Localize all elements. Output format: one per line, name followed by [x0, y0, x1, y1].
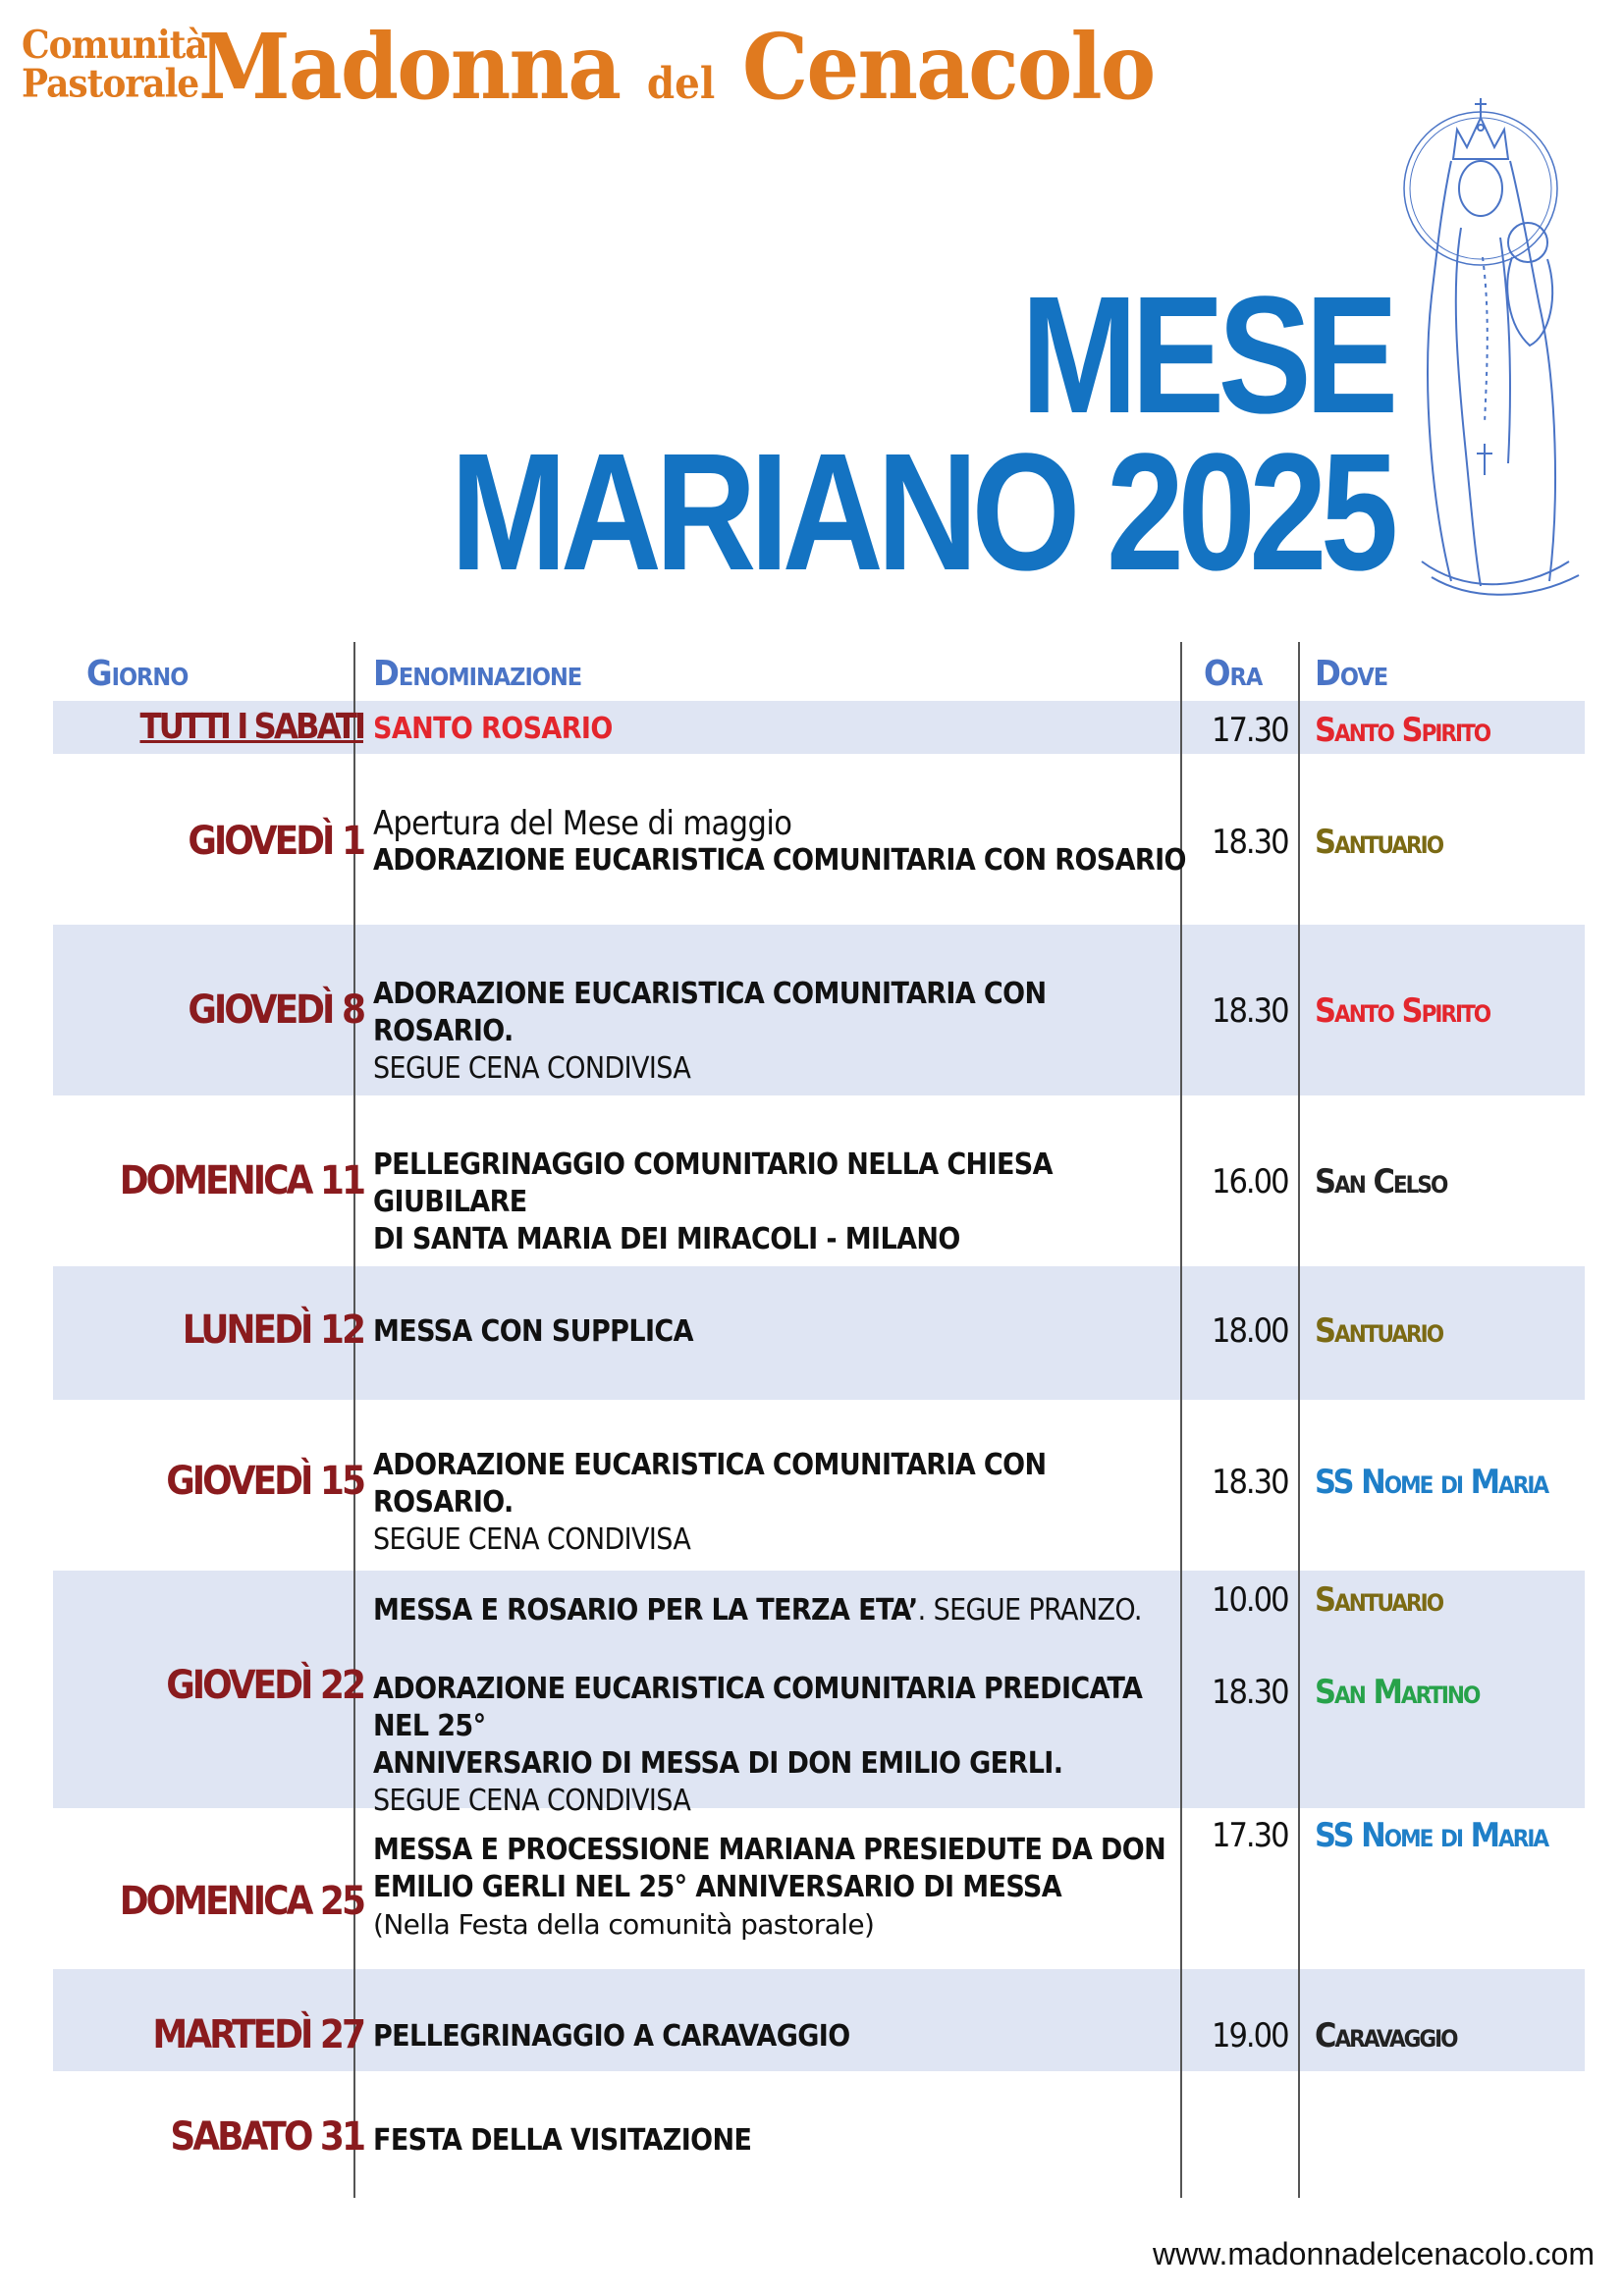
row-time: 18.30	[1212, 823, 1288, 862]
row-time: 18.30	[1212, 1673, 1288, 1712]
row-time: 19.00	[1212, 2016, 1288, 2056]
schedule-table	[53, 642, 1585, 2193]
website-link[interactable]: www.madonnadelcenacolo.com	[1152, 2236, 1595, 2271]
page-title	[271, 262, 1392, 606]
row-place: SS Nome di Maria	[1315, 1463, 1548, 1502]
row-day: TUTTI I SABATI	[139, 707, 363, 747]
row-description: ADORAZIONE EUCARISTICA COMUNITARIA PREDICATA NEL 25° ANNIVERSARIO DI MESSA DI DON EMILIO GERLI. SEGUE CENA CONDIVISA	[373, 1672, 1143, 1818]
column-divider	[1298, 642, 1300, 2198]
row-description: SANTO ROSARIO	[373, 712, 613, 746]
logo-parish-name: Madonna del Cenacolo	[198, 14, 1155, 120]
row-day: LUNEDÌ 12	[182, 1308, 363, 1353]
row-place: Santuario	[1315, 823, 1443, 862]
row-time: 10.00	[1212, 1580, 1288, 1620]
column-divider	[353, 642, 355, 2198]
row-time: 18.00	[1212, 1311, 1288, 1351]
row-day: MARTEDÌ 27	[152, 2012, 363, 2057]
row-day: GIOVEDÌ 15	[166, 1459, 363, 1504]
row-time: 17.30	[1212, 1816, 1288, 1855]
row-place: SS Nome di Maria	[1315, 1816, 1548, 1855]
row-place: Santuario	[1315, 1580, 1443, 1620]
row-description: MESSA E PROCESSIONE MARIANA PRESIEDUTE DA DON EMILIO GERLI NEL 25° ANNIVERSARIO DI MESSA (Nella Festa della comunità pastorale)	[373, 1833, 1166, 1941]
row-day: GIOVEDÌ 22	[166, 1663, 363, 1708]
row-time: 18.30	[1212, 1463, 1288, 1502]
row-description: ADORAZIONE EUCARISTICA COMUNITARIA CON ROSARIO. SEGUE CENA CONDIVISA	[373, 1448, 1047, 1557]
logo-community-label: Comunità Pastorale	[22, 22, 207, 107]
row-description: PELLEGRINAGGIO COMUNITARIO NELLA CHIESA GIUBILARE DI SANTA MARIA DEI MIRACOLI - MILANO	[373, 1148, 1053, 1256]
row-place: Caravaggio	[1315, 2016, 1457, 2056]
row-time: 17.30	[1212, 711, 1288, 750]
madonna-illustration	[1392, 90, 1589, 601]
row-place: San Martino	[1315, 1673, 1480, 1712]
row-time: 16.00	[1212, 1162, 1288, 1201]
row-day: DOMENICA 25	[119, 1879, 363, 1924]
title-line-2: MARIANO 2025	[451, 419, 1392, 606]
row-place: San Celso	[1315, 1162, 1447, 1201]
column-header-day: Giorno	[86, 654, 189, 694]
row-time: 18.30	[1212, 991, 1288, 1031]
column-header-description: Denominazione	[373, 654, 582, 694]
column-header-time: Ora	[1204, 654, 1263, 694]
row-place: Santuario	[1315, 1311, 1443, 1351]
row-description: Apertura del Mese di maggio ADORAZIONE EUCARISTICA COMUNITARIA CON ROSARIO	[373, 804, 1186, 878]
row-description: MESSA E ROSARIO PER LA TERZA ETA’. SEGUE PRANZO.	[373, 1593, 1142, 1628]
row-description: PELLEGRINAGGIO A CARAVAGGIO	[373, 2019, 850, 2054]
row-day: DOMENICA 11	[119, 1158, 363, 1203]
column-header-place: Dove	[1315, 654, 1388, 694]
row-description: ADORAZIONE EUCARISTICA COMUNITARIA CON ROSARIO. SEGUE CENA CONDIVISA	[373, 977, 1047, 1086]
row-day: GIOVEDÌ 8	[188, 988, 363, 1033]
row-day: SABATO 31	[170, 2114, 363, 2160]
row-description: FESTA DELLA VISITAZIONE	[373, 2123, 752, 2158]
row-place: Santo Spirito	[1315, 991, 1490, 1031]
row-day: GIOVEDÌ 1	[188, 819, 363, 864]
row-place: Santo Spirito	[1315, 711, 1490, 750]
row-description: MESSA CON SUPPLICA	[373, 1314, 693, 1349]
title-line-1: MESE	[1021, 262, 1392, 449]
